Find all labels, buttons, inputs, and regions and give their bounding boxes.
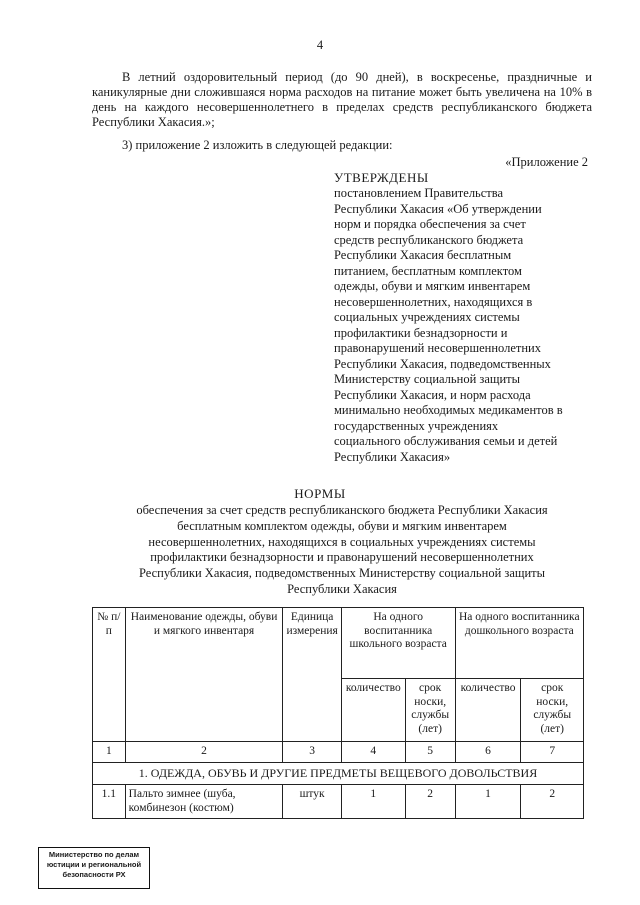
header-preschool-term: срок носки, службы (лет): [521, 679, 584, 742]
column-number: 5: [405, 742, 455, 763]
page-number: 4: [316, 38, 324, 52]
approved-line: минимально необходимых медикаментов в: [334, 403, 563, 417]
row-item-name: Пальто зимнее (шуба, комбинезон (костюм): [125, 785, 283, 819]
header-school-age: На одного воспитанника школьного возраста: [341, 608, 455, 679]
row-preschool-quantity: 1: [455, 785, 521, 819]
approved-line: социального обслуживания семьи и детей: [334, 434, 558, 448]
header-preschool-quantity: количество: [455, 679, 521, 742]
section-heading: 1. ОДЕЖДА, ОБУВЬ И ДРУГИЕ ПРЕДМЕТЫ ВЕЩЕВОГО ДОВОЛЬСТВИЯ: [93, 762, 584, 785]
header-number: № п/п: [93, 608, 126, 742]
norms-table: [92, 607, 584, 819]
norms-subtitle-line: бесплатным комплектом одежды, обуви и мягким инвентарем: [177, 518, 507, 533]
header-name: Наименование одежды, обуви и мягкого инвентаря: [125, 608, 283, 742]
column-number: 3: [283, 742, 341, 763]
approved-line: Республики Хакасия «Об утверждении: [334, 201, 542, 216]
column-number: 4: [341, 742, 405, 763]
paragraph-summer-period: В летний оздоровительный период (до 90 дней), в воскресенье, праздничные и каникулярные дни сложившаяся норма расходов на питание может быть увеличена на 10% в день на каждого несовершеннолетнего в пределах средств республиканского бюджета Республики Хакасия.»;: [92, 70, 592, 129]
approved-line: социальных учреждениях системы: [334, 310, 520, 324]
approved-line: Республики Хакасия»: [334, 449, 451, 464]
column-number: 7: [521, 742, 584, 763]
column-number: 2: [125, 742, 283, 763]
approved-line: Республики Хакасия, подведомственных: [334, 356, 551, 371]
approved-line: норм и порядка обеспечения за счет: [334, 217, 526, 231]
approved-line: правонарушений несовершеннолетних: [334, 341, 541, 355]
approved-line: Министерству социальной защиты: [334, 372, 521, 386]
row-school-term: 2: [405, 785, 455, 819]
approved-line: питанием, бесплатным комплектом: [334, 263, 522, 278]
appendix-mark: «Приложение 2: [505, 155, 588, 169]
approved-line: постановлением Правительства: [334, 186, 504, 200]
approved-block: [334, 186, 600, 465]
ministry-stamp: Министерство по делам юстиции и региональной безопасности РХ: [38, 847, 150, 889]
norms-subtitle-line: профилактики безнадзорности и правонарушений несовершеннолетних: [150, 550, 534, 565]
approved-line: профилактики безнадзорности и: [334, 325, 508, 340]
column-number: 1: [93, 742, 126, 763]
table-row-column-numbers: [93, 742, 584, 763]
norms-subtitle-line: несовершеннолетних, находящихся в социальных учреждениях системы: [148, 534, 536, 549]
column-number: 6: [455, 742, 521, 763]
approved-line: Республики Хакасия, и норм расхода: [334, 387, 531, 402]
approved-line: средств республиканского бюджета: [334, 232, 524, 247]
norms-subtitle-line: Республики Хакасия: [287, 581, 397, 596]
row-school-quantity: 1: [341, 785, 405, 819]
approved-line: Республики Хакасия бесплатным: [334, 248, 512, 262]
header-school-term: срок носки, службы (лет): [405, 679, 455, 742]
approved-line: несовершеннолетних, находящихся в: [334, 294, 533, 309]
table-row: [93, 785, 584, 819]
row-preschool-term: 2: [521, 785, 584, 819]
norms-subtitle-line: обеспечения за счет средств республиканского бюджета Республики Хакасия: [136, 503, 548, 517]
table-row-section: [93, 762, 584, 785]
approved-heading: УТВЕРЖДЕНЫ: [334, 170, 429, 185]
row-number: 1.1: [93, 785, 126, 819]
paragraph-item-3: 3) приложение 2 изложить в следующей редакции:: [122, 138, 393, 152]
header-school-quantity: количество: [341, 679, 405, 742]
norms-title: НОРМЫ: [294, 486, 346, 501]
row-unit: штук: [283, 785, 341, 819]
approved-line: одежды, обуви и мягким инвентарем: [334, 279, 531, 293]
norms-subtitle-line: Республики Хакасия, подведомственных Министерству социальной защиты: [138, 566, 546, 581]
norms-subtitle: [92, 503, 592, 598]
header-preschool-age: На одного воспитанника дошкольного возраста: [455, 608, 583, 679]
approved-line: государственных учреждениях: [334, 418, 499, 433]
header-unit: Единица измерения: [283, 608, 341, 742]
